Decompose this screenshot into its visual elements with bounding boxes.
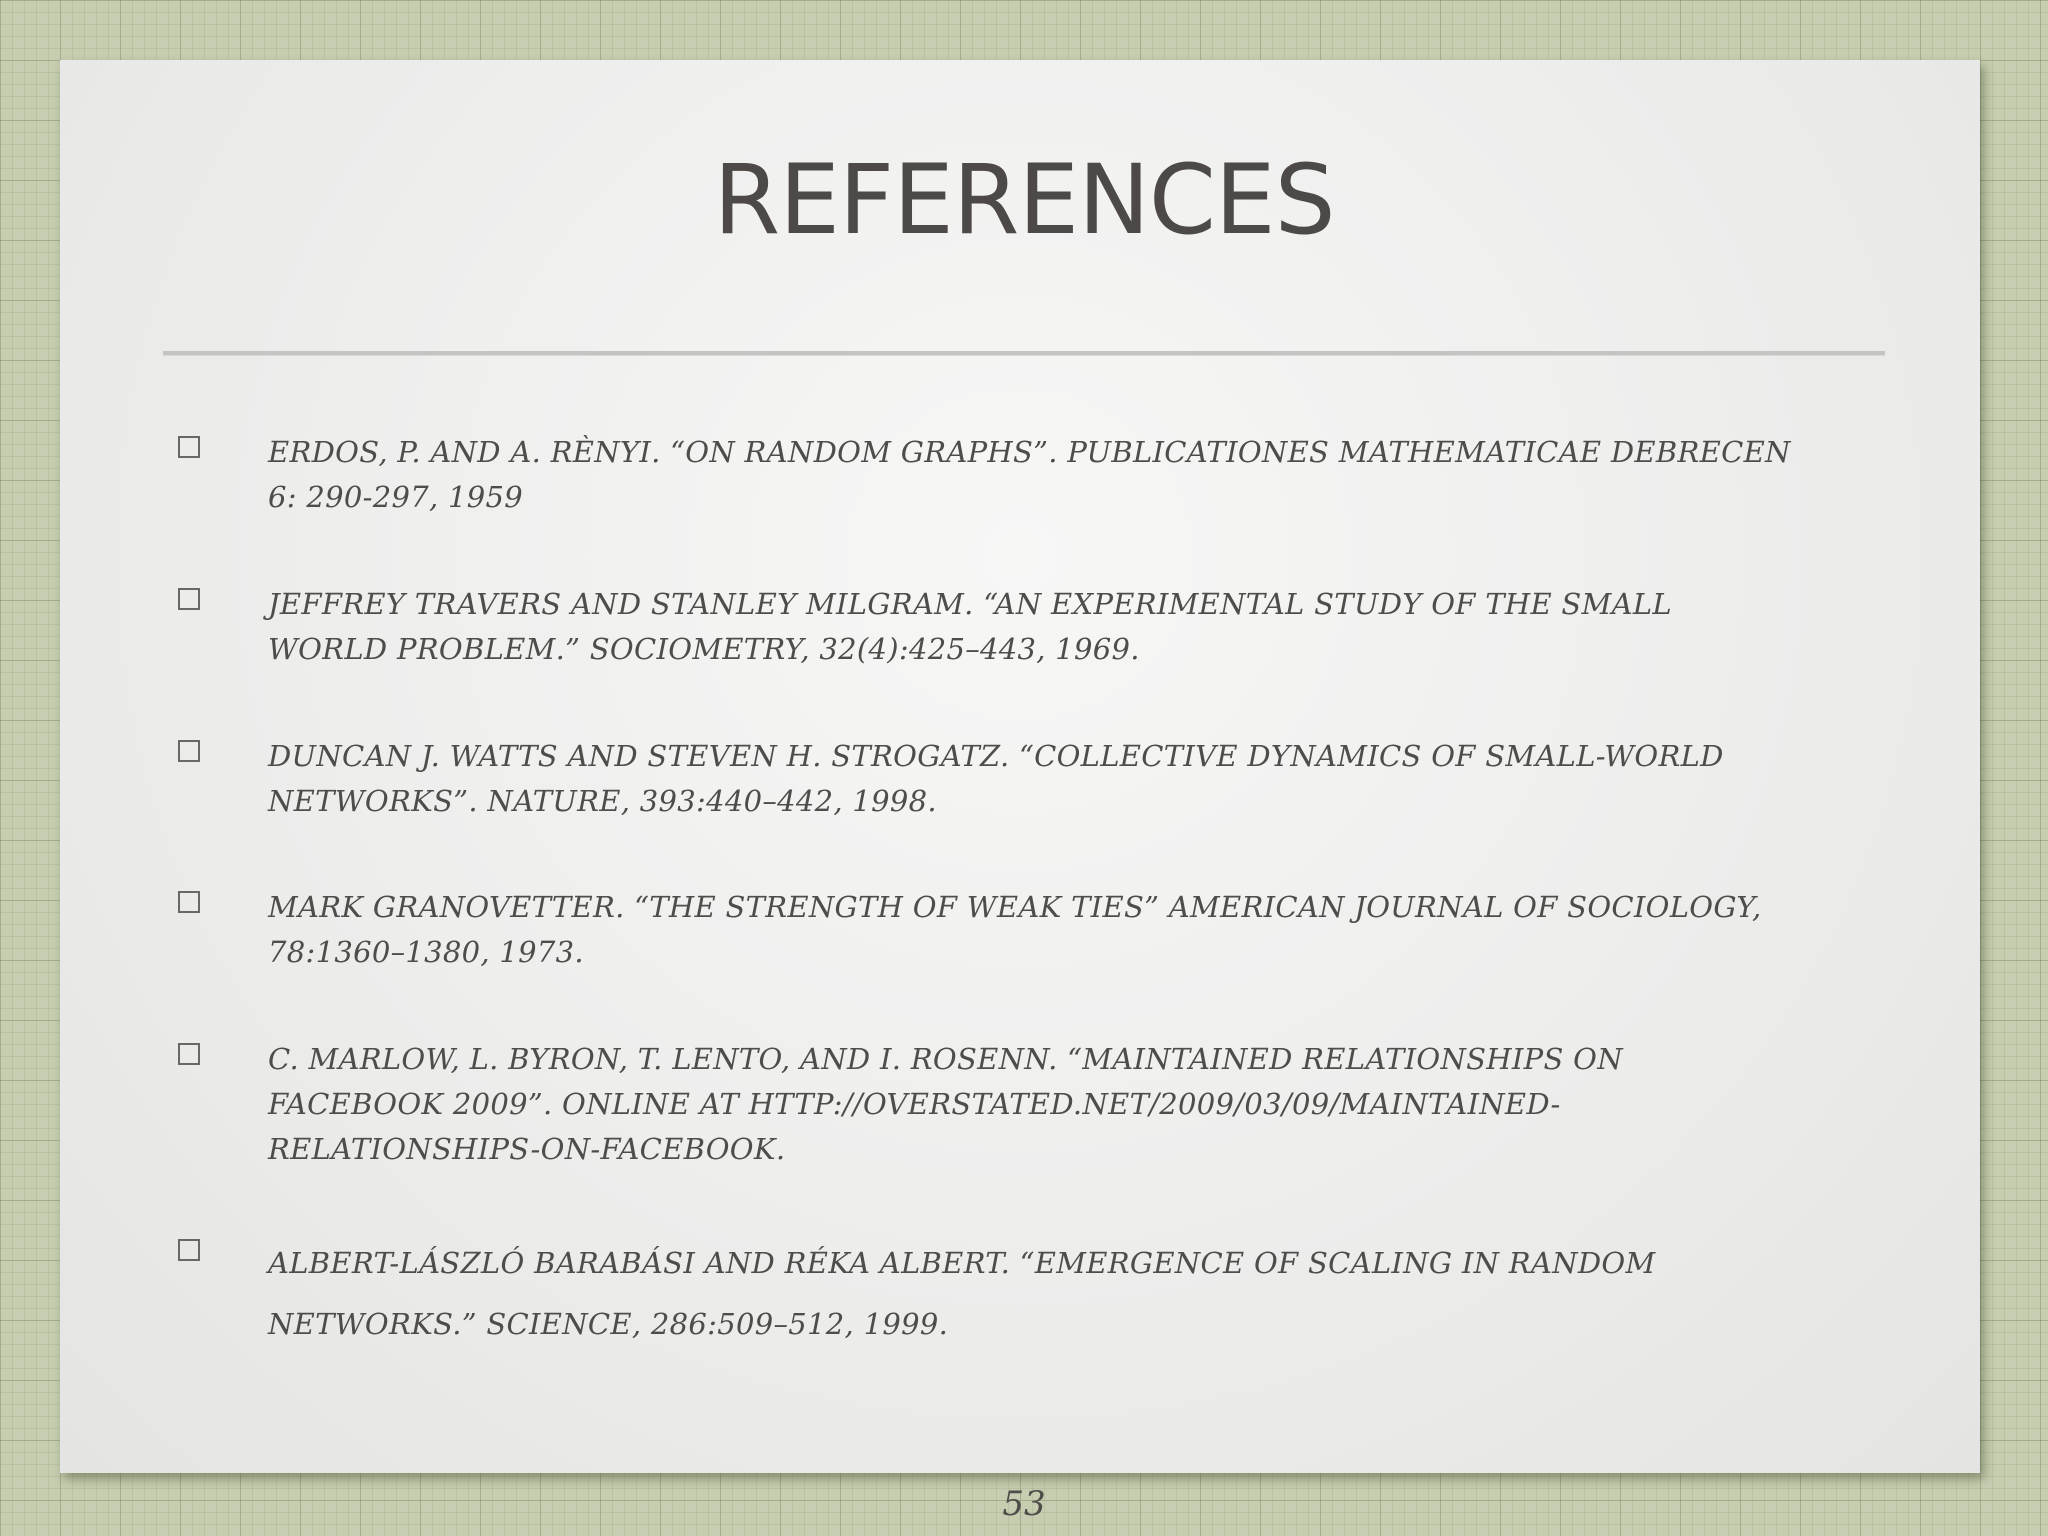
- page-number: 53: [1002, 1484, 1046, 1524]
- reference-text: DUNCAN J. WATTS AND STEVEN H. STROGATZ. “COLLECTIVE DYNAMICS OF SMALL-WORLD NETWORKS”. NATURE, 393:440–442, 1998.: [268, 739, 1724, 818]
- reference-text: ERDOS, P. AND A. RÈNYI. “ON RANDOM GRAPHS”. PUBLICATIONES MATHEMATICAE DEBRECEN 6: 290-297, 1959: [268, 435, 1791, 514]
- checkbox-bullet-icon: [178, 740, 200, 762]
- reference-text: C. MARLOW, L. BYRON, T. LENTO, AND I. ROSENN. “MAINTAINED RELATIONSHIPS ON FACEBOOK 2009”. ONLINE AT HTTP://OVERSTATED.NET/2009/03/09/MAINTAINED-RELATIONSHIPS-ON-FACEBOOK.: [268, 1042, 1623, 1166]
- reference-text: ALBERT-LÁSZLÓ BARABÁSI AND RÉKA ALBERT. “EMERGENCE OF SCALING IN RANDOM NETWORKS.” SCIENCE, 286:509–512, 1999.: [268, 1246, 1656, 1341]
- reference-text: MARK GRANOVETTER. “THE STRENGTH OF WEAK TIES” AMERICAN JOURNAL OF SOCIOLOGY, 78:1360–1380, 1973.: [268, 890, 1762, 969]
- reference-text: JEFFREY TRAVERS AND STANLEY MILGRAM. “AN EXPERIMENTAL STUDY OF THE SMALL WORLD PROBLEM.” SOCIOMETRY, 32(4):425–443, 1969.: [268, 587, 1672, 666]
- checkbox-bullet-icon: [178, 1043, 200, 1065]
- checkbox-bullet-icon: [178, 891, 200, 913]
- checkbox-bullet-icon: [178, 1239, 200, 1261]
- checkbox-bullet-icon: [178, 588, 200, 610]
- slide-title: REFERENCES: [713, 144, 1335, 256]
- checkbox-bullet-icon: [178, 436, 200, 458]
